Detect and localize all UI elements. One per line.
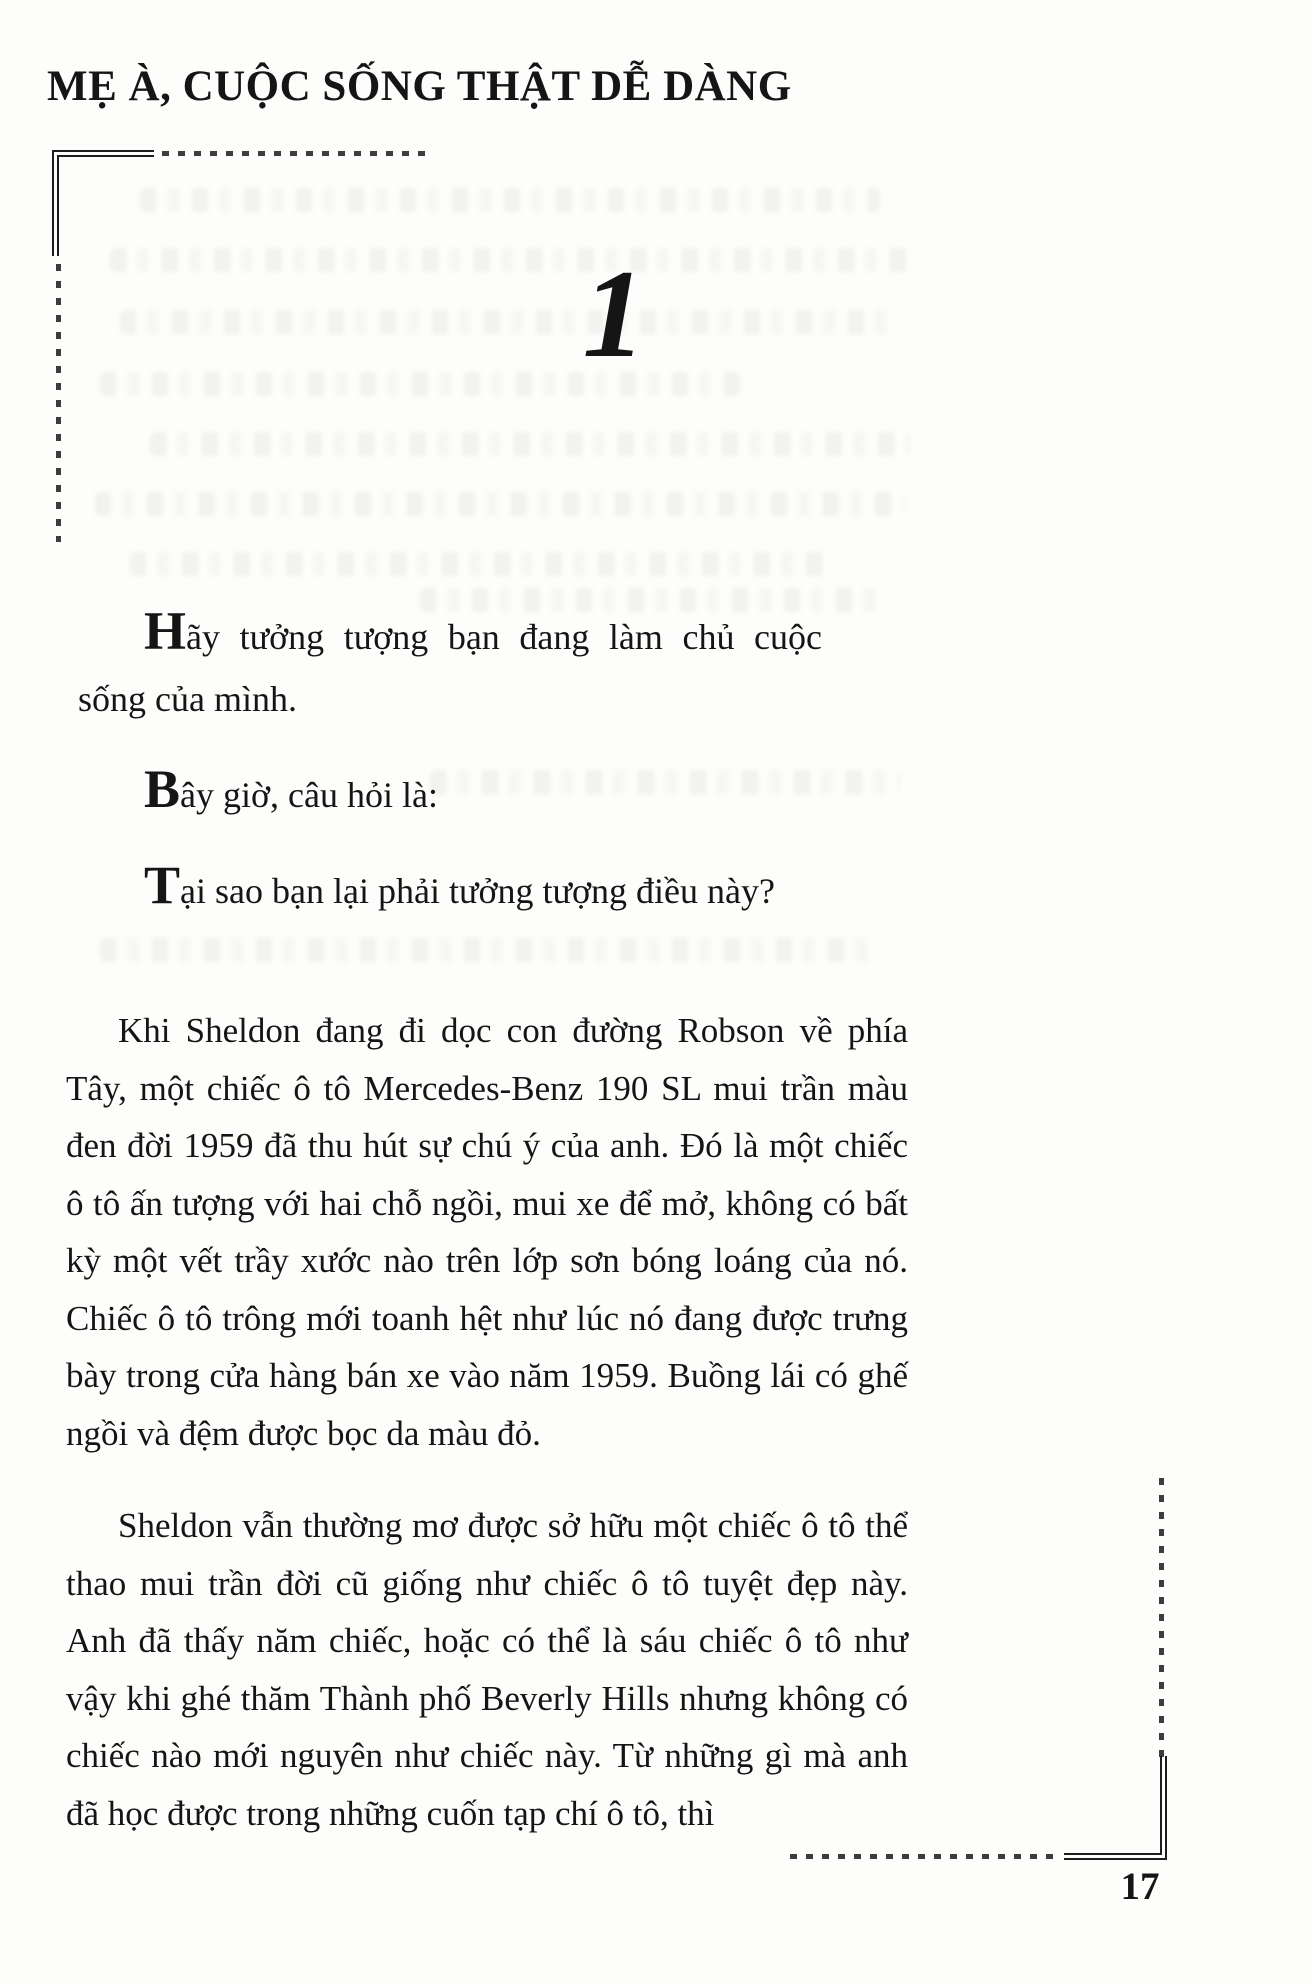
dashed-border-top	[162, 151, 434, 156]
corner-bracket-top-left	[52, 150, 154, 256]
intro-section	[78, 601, 822, 956]
page-title: MẸ À, CUỘC SỐNG THẬT DỄ DÀNG	[47, 63, 792, 110]
paragraph: Khi Sheldon đang đi dọc con đường Robson về phía Tây, một chiếc ô tô Mercedes-Benz 190 SL mui trần màu đen đời 1959 đã thu hút sự chú ý của anh. Đó là một chiếc ô tô ấn tượng với hai chỗ ngồi, mui xe để mở, không có bất kỳ một vết trầy xước nào trên lớp sơn bóng loáng của nó. Chiếc ô tô trông mới toanh hệt như lúc nó đang được trưng bày trong cửa hàng bán xe vào năm 1959. Buồng lái có ghế ngồi và đệm được bọc da màu đỏ.	[66, 1011, 908, 1453]
intro-line	[78, 855, 822, 922]
page-number: 17	[1120, 1865, 1160, 1908]
corner-bracket-bottom-right	[1064, 1756, 1167, 1860]
showthrough-line	[140, 188, 880, 212]
chapter-number: 1	[582, 245, 646, 384]
lead-capital: B	[144, 759, 181, 819]
lead-capital: H	[144, 601, 187, 661]
paragraph: Sheldon vẫn thường mơ được sở hữu một chiếc ô tô thể thao mui trần đời cũ giống như chiếc ô tô tuyệt đẹp này. Anh đã thấy năm chiếc, hoặc có thể là sáu chiếc ô tô như vậy khi ghé thăm Thành phố Beverly Hills nhưng không có chiếc nào mới nguyên như chiếc này. Từ những gì mà anh đã học được trong những cuốn tạp chí ô tô, thì	[66, 1506, 908, 1833]
showthrough-line	[95, 492, 905, 516]
dashed-border-left	[56, 264, 61, 542]
intro-text: ại sao bạn lại phải tưởng tượng điều này?	[180, 871, 775, 911]
dashed-border-right	[1159, 1478, 1164, 1758]
intro-text: ây giờ, câu hỏi là:	[180, 775, 438, 815]
intro-line	[78, 601, 822, 730]
intro-line	[78, 759, 822, 826]
showthrough-line	[130, 552, 830, 576]
lead-capital: T	[144, 855, 181, 915]
showthrough-line	[150, 432, 910, 456]
intro-text: ãy tưởng tượng bạn đang làm chủ cuộc sống của mình.	[78, 617, 822, 719]
body-text	[66, 1002, 908, 1877]
